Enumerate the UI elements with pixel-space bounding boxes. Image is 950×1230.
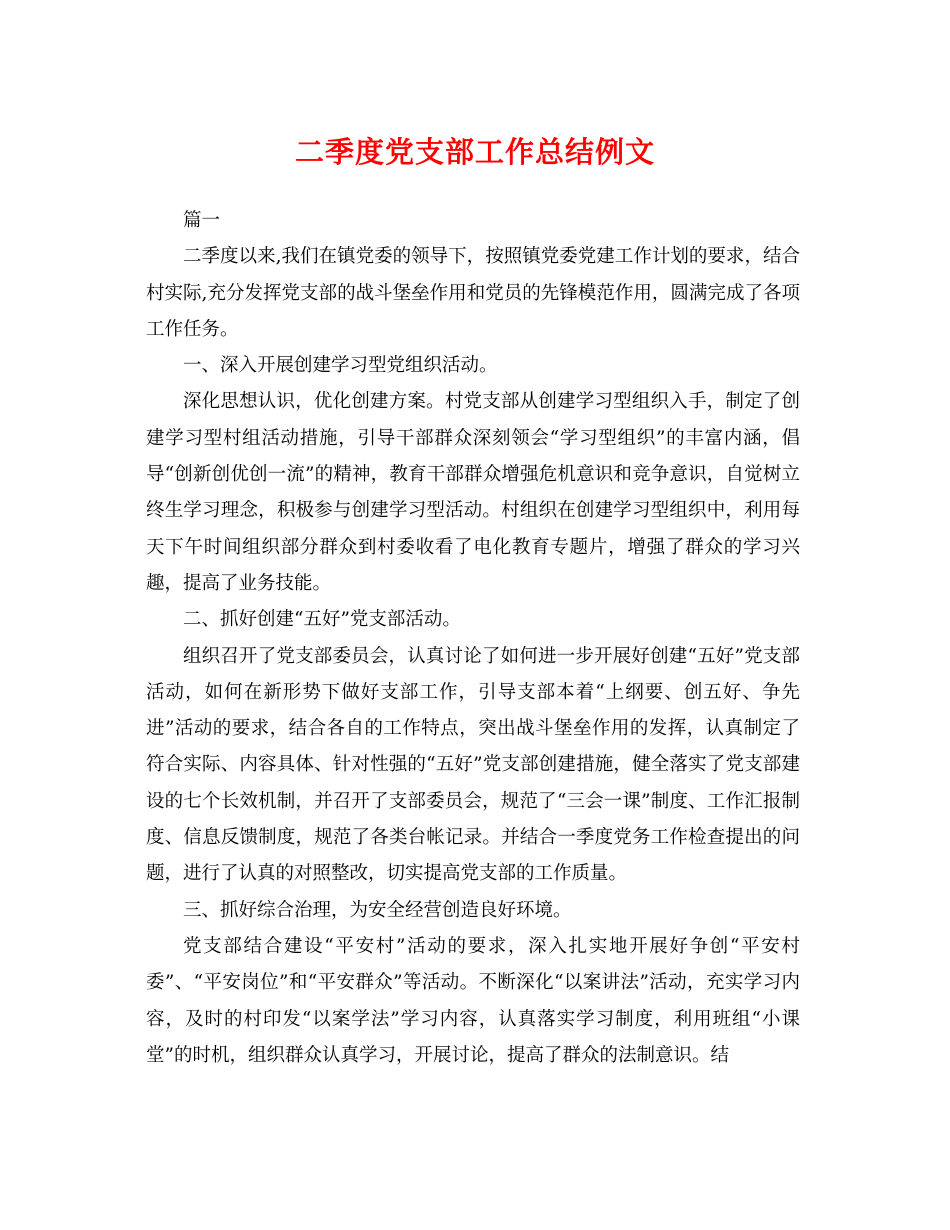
intro-paragraph: 二季度以来,我们在镇党委的领导下，按照镇党委党建工作计划的要求，结合村实际,充分发挥党支部的战斗堡垒作用和党员的先锋模范作用，圆满完成了各项工作任务。	[146, 246, 800, 340]
section-label: 篇一	[183, 210, 221, 231]
document-body	[146, 203, 800, 1074]
section-heading-2: 二、抓好创建“五好”党支部活动。	[183, 609, 461, 631]
section-heading-1: 一、深入开展创建学习型党组织活动。	[183, 355, 498, 377]
body-paragraph-2: 组织召开了党支部委员会，认真讨论了如何进一步开展好创建“五好”党支部活动，如何在新形势下做好支部工作，引导支部本着“上纲要、创五好、争先进”活动的要求，结合各自的工作特点，突出战斗堡垒作用的发挥，认真制定了符合实际、内容具体、针对性强的“五好”党支部创建措施，健全落实了党支部建设的七个长效机制，并召开了支部委员会，规范了“三会一课”制度、工作汇报制度、信息反馈制度，规范了各类台帐记录。并结合一季度党务工作检查提出的问题，进行了认真的对照整改，切实提高党支部的工作质量。	[146, 645, 800, 885]
section-heading-3: 三、抓好综合治理，为安全经营创造良好环境。	[183, 899, 572, 921]
body-paragraph-3: 党支部结合建设“平安村”活动的要求，深入扎实地开展好争创“平安村委”、“平安岗位”和“平安群众”等活动。不断深化“以案讲法”活动，充实学习内容，及时的村印发“以案学法”学习内容，认真落实学习制度，利用班组“小课堂”的时机，组织群众认真学习，开展讨论，提高了群众的法制意识。结	[146, 935, 800, 1066]
document-title: 二季度党支部工作总结例文	[294, 135, 655, 169]
body-paragraph-1: 深化思想认识，优化创建方案。村党支部从创建学习型组织入手，制定了创建学习型村组活动措施，引导干部群众深刻领会“学习型组织”的丰富内涵，倡导“创新创优创一流”的精神，教育干部群众增强危机意识和竞争意识，自觉树立终生学习理念，积极参与创建学习型活动。村组织在创建学习型组织中，利用每天下午时间组织部分群众到村委收看了电化教育专题片，增强了群众的学习兴趣，提高了业务技能。	[146, 391, 800, 594]
